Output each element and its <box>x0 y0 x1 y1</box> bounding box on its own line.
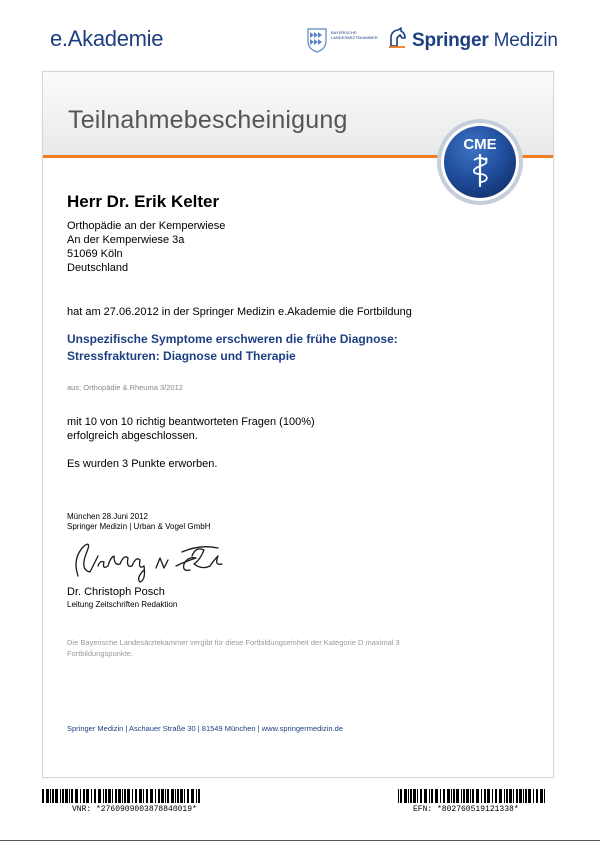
barcode-bar <box>115 789 117 803</box>
barcode-bar <box>481 789 482 803</box>
barcode-bar <box>80 789 81 803</box>
address-line: An der Kemperwiese 3a <box>67 234 185 246</box>
barcode-bar <box>91 789 92 803</box>
barcode-bar <box>400 789 402 803</box>
issuer-block <box>67 512 210 532</box>
exam-result <box>67 415 315 443</box>
barcode-bar <box>155 789 156 803</box>
barcode-bar <box>171 789 174 803</box>
barcode-bar <box>60 789 61 803</box>
barcode-bar <box>516 789 518 803</box>
barcode-bar <box>528 789 531 803</box>
barcode-bar <box>103 789 104 803</box>
barcode-bar <box>431 789 433 803</box>
barcode-bar <box>443 789 445 803</box>
barcode-bar <box>523 789 524 803</box>
barcode-bar <box>175 789 176 803</box>
barcode-bar <box>453 789 455 803</box>
barcode-bar <box>196 789 197 803</box>
barcode-bar <box>484 789 486 803</box>
barcode-bar <box>55 789 58 803</box>
barcode-bar <box>476 789 479 803</box>
barcode-bar <box>180 789 183 803</box>
barcode-bar <box>177 789 179 803</box>
barcode-bar <box>404 789 407 803</box>
barcode-bar <box>536 789 538 803</box>
handwritten-signature <box>64 536 229 586</box>
barcode-bar <box>94 789 96 803</box>
barcode-bar <box>461 789 462 803</box>
barcode-bar <box>187 789 189 803</box>
place-date: München 28.Juni 2012 <box>67 512 148 521</box>
barcode-bar <box>451 789 452 803</box>
points-awarded: Es wurden 3 Punkte erworben. <box>67 458 218 470</box>
barcode-bar <box>150 789 153 803</box>
cme-badge-label: CME <box>463 136 497 153</box>
note-line: Die Bayerische Landesärztekammer vergibt für diese Fortbildungseinheit der Kategorie D maximal 3 <box>67 638 400 647</box>
barcode-bar <box>429 789 430 803</box>
springer-logo-bold: Springer <box>412 30 489 51</box>
course-title-line: Stressfrakturen: Diagnose und Therapie <box>67 349 296 363</box>
barcode-bar <box>62 789 64 803</box>
barcode-bar <box>487 789 490 803</box>
bavaria-logo-text: BAYERISCHE LANDESÄRZTEKAMMER <box>331 30 378 40</box>
barcode-bar <box>98 789 101 803</box>
barcode-bar <box>184 789 185 803</box>
barcode-bar <box>112 789 113 803</box>
barcode-bar <box>544 789 545 803</box>
barcode-bar <box>492 789 493 803</box>
barcode-bar <box>122 789 123 803</box>
efn-barcode-text: EFN: *802760519121338* <box>413 805 519 814</box>
barcode-bar <box>132 789 133 803</box>
course-title <box>67 331 398 365</box>
barcode-bar <box>472 789 474 803</box>
barcode-bar <box>146 789 148 803</box>
page-bottom-rule <box>0 840 600 841</box>
barcode-bar <box>135 789 137 803</box>
accreditation-note <box>67 637 447 659</box>
barcode-bar <box>540 789 543 803</box>
barcode-bar <box>165 789 166 803</box>
barcode-bar <box>466 789 469 803</box>
barcode-bar <box>504 789 505 803</box>
course-source: aus: Orthopädie & Rheuma 3/2012 <box>67 383 183 392</box>
signer-role: Leitung Zeitschriften Redaktion <box>67 600 178 609</box>
eakademie-logo: e.Akademie <box>50 26 164 51</box>
barcode-bar <box>167 789 169 803</box>
barcode-bar <box>463 789 465 803</box>
vnr-barcode <box>42 789 202 803</box>
barcode-bar <box>198 789 200 803</box>
barcode-bar <box>69 789 70 803</box>
springer-logo-regular: Medizin <box>488 30 558 51</box>
barcode-bar <box>398 789 399 803</box>
barcode-bar <box>513 789 514 803</box>
barcode-bar <box>52 789 54 803</box>
barcode-bar <box>50 789 51 803</box>
springer-horse-icon <box>385 26 409 50</box>
barcode-bar <box>118 789 121 803</box>
barcode-bar <box>108 789 111 803</box>
result-line: mit 10 von 10 richtig beantworteten Fragen (100%) <box>67 416 315 428</box>
barcode-bar <box>143 789 144 803</box>
barcode-bar <box>470 789 471 803</box>
address-line: 51069 Köln <box>67 248 123 260</box>
note-line: Fortbildungspunkte. <box>67 649 133 658</box>
barcode-bar <box>506 789 508 803</box>
barcode-bar <box>424 789 427 803</box>
efn-barcode <box>398 789 548 803</box>
barcode-bar <box>83 789 85 803</box>
barcode-bar <box>447 789 450 803</box>
barcode-bar <box>408 789 409 803</box>
barcode-bar <box>127 789 130 803</box>
barcode-bar <box>46 789 49 803</box>
barcode-bar <box>139 789 142 803</box>
course-title-line: Unspezifische Symptome erschweren die frühe Diagnose: <box>67 332 398 346</box>
barcode-bar <box>533 789 534 803</box>
barcode-bar <box>519 789 522 803</box>
bavaria-crest-icon <box>305 27 329 53</box>
barcode-bar <box>71 789 73 803</box>
barcode-bar <box>499 789 502 803</box>
barcode-bar <box>420 789 422 803</box>
barcode-bar <box>417 789 418 803</box>
barcode-bar <box>410 789 412 803</box>
signer-name: Dr. Christoph Posch <box>67 586 165 598</box>
barcode-bar <box>158 789 160 803</box>
barcode-bar <box>105 789 107 803</box>
barcode-bar <box>65 789 68 803</box>
cme-badge-icon <box>436 118 524 206</box>
barcode-bar <box>413 789 416 803</box>
barcode-bar <box>435 789 438 803</box>
barcode-bar <box>42 789 44 803</box>
address-line: Orthopädie an der Kemperwiese <box>67 220 226 232</box>
footer-address: Springer Medizin | Aschauer Straße 30 | 81549 München | www.springermedizin.de <box>67 724 343 733</box>
barcode-bar <box>161 789 164 803</box>
recipient-name: Herr Dr. Erik Kelter <box>67 192 220 211</box>
certificate-title: Teilnahmebescheinigung <box>68 106 348 134</box>
barcode-bar <box>495 789 497 803</box>
barcode-bar <box>456 789 459 803</box>
barcode-bar <box>86 789 89 803</box>
address-line: Deutschland <box>67 262 129 274</box>
publisher: Springer Medizin | Urban & Vogel GmbH <box>67 522 211 531</box>
barcode-bar <box>124 789 126 803</box>
vnr-barcode-text: VNR: *2760909003878840019* <box>72 805 197 814</box>
barcode-bar <box>509 789 512 803</box>
barcode-bar <box>440 789 441 803</box>
barcode-bar <box>75 789 78 803</box>
completion-intro: hat am 27.06.2012 in der Springer Medizin e.Akademie die Fortbildung <box>67 306 412 318</box>
barcode-bar <box>191 789 194 803</box>
barcode-bar <box>525 789 527 803</box>
springer-medizin-logo <box>412 30 558 52</box>
result-line: erfolgreich abgeschlossen. <box>67 430 198 442</box>
